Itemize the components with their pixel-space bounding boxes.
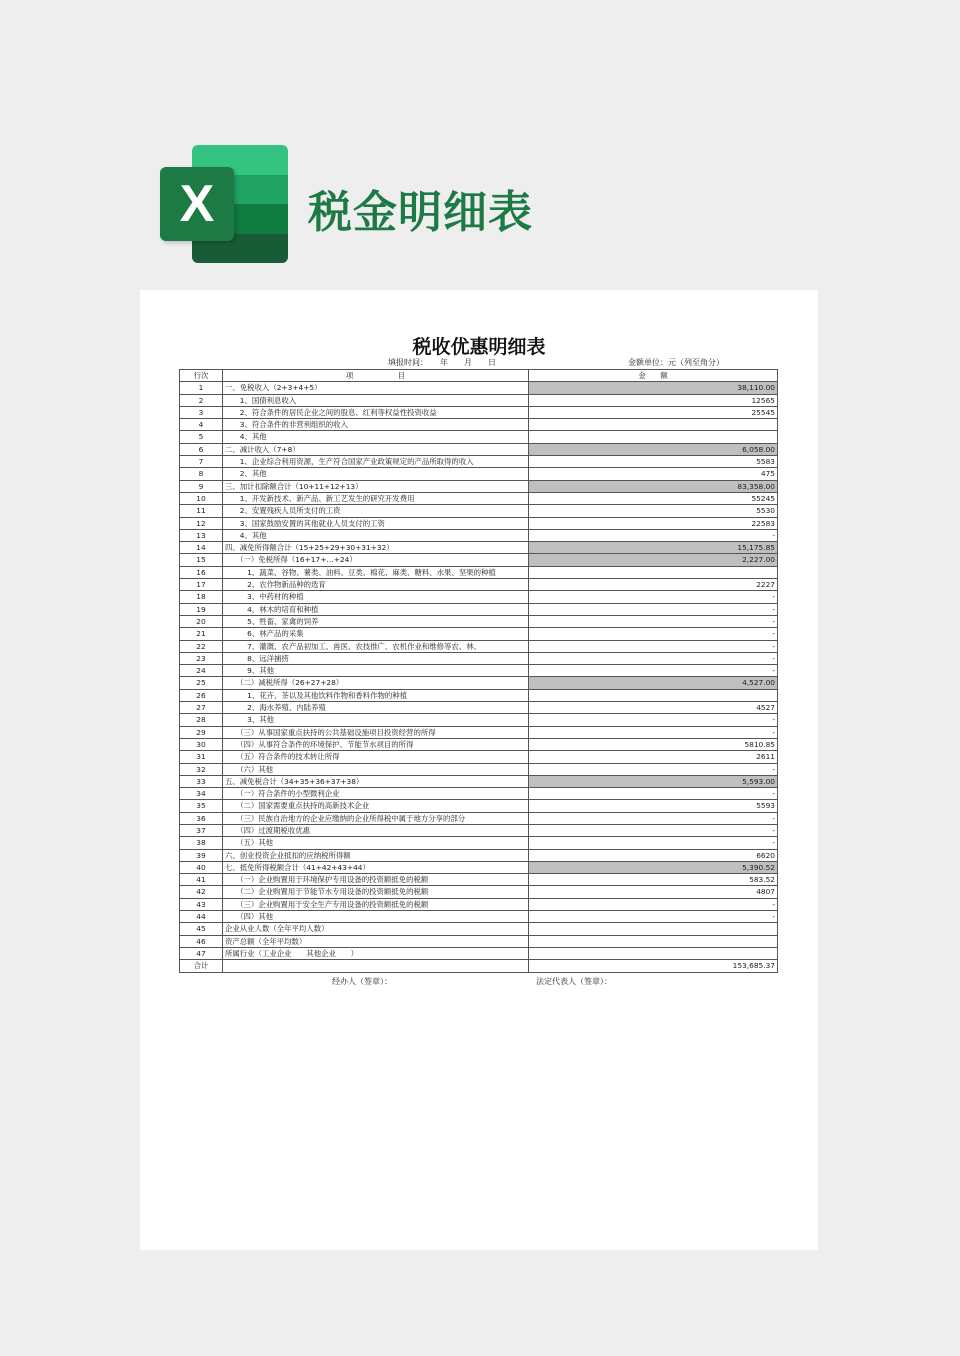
row-number: 29 <box>180 726 223 738</box>
table-row <box>180 542 778 554</box>
row-number: 38 <box>180 837 223 849</box>
table-row <box>180 640 778 652</box>
row-amount: 25545 <box>529 406 778 418</box>
table-row <box>180 874 778 886</box>
row-item: 2、符合条件的居民企业之间的股息、红利等权益性投资收益 <box>223 406 529 418</box>
row-item: 3、国家鼓励安置的其他就业人员支付的工资 <box>223 517 529 529</box>
row-amount: - <box>529 529 778 541</box>
row-amount <box>529 566 778 578</box>
row-number: 34 <box>180 788 223 800</box>
row-amount: - <box>529 911 778 923</box>
row-item: 2、海水养殖、内陆养殖 <box>223 702 529 714</box>
col-amount-header: 金 额 <box>529 370 778 382</box>
row-amount: 5593 <box>529 800 778 812</box>
row-item: 3、其他 <box>223 714 529 726</box>
row-item: 二、减计收入（7+8） <box>223 443 529 455</box>
row-item: 六、创业投资企业抵扣的应纳税所得额 <box>223 849 529 861</box>
row-number: 8 <box>180 468 223 480</box>
row-number: 27 <box>180 702 223 714</box>
table-row <box>180 812 778 824</box>
row-number: 23 <box>180 652 223 664</box>
row-amount: 5583 <box>529 456 778 468</box>
row-item: 4、其他 <box>223 431 529 443</box>
table-row <box>180 566 778 578</box>
row-amount: - <box>529 837 778 849</box>
row-item: 4、林木的培育和种植 <box>223 603 529 615</box>
table-row <box>180 443 778 455</box>
table-row <box>180 714 778 726</box>
table-row <box>180 480 778 492</box>
row-item: （三）企业购置用于安全生产专用设备的投资额抵免的税额 <box>223 898 529 910</box>
row-item: 七、抵免所得税额合计（41+42+43+44） <box>223 861 529 873</box>
row-number: 11 <box>180 505 223 517</box>
row-number: 12 <box>180 517 223 529</box>
table-row <box>180 837 778 849</box>
row-amount: 475 <box>529 468 778 480</box>
row-number: 33 <box>180 775 223 787</box>
table-row <box>180 652 778 664</box>
row-item: （三）民族自治地方的企业应缴纳的企业所得税中属于地方分享的部分 <box>223 812 529 824</box>
row-number: 43 <box>180 898 223 910</box>
table-row <box>180 677 778 689</box>
row-item: 2、安置残疾人员所支付的工资 <box>223 505 529 517</box>
table-row <box>180 911 778 923</box>
row-number: 13 <box>180 529 223 541</box>
row-amount: - <box>529 714 778 726</box>
row-number: 25 <box>180 677 223 689</box>
row-item: （四）从事符合条件的环境保护、节能节水项目的所得 <box>223 738 529 750</box>
row-amount: - <box>529 726 778 738</box>
table-row <box>180 702 778 714</box>
row-amount: 4,527.00 <box>529 677 778 689</box>
legal-rep-signature: 法定代表人（签章）： <box>536 977 612 986</box>
row-number: 14 <box>180 542 223 554</box>
row-amount: 12565 <box>529 394 778 406</box>
fill-time: 填报时间： 年 月 日 <box>388 358 496 367</box>
table-row <box>180 788 778 800</box>
row-item: 6、林产品的采集 <box>223 628 529 640</box>
row-number: 45 <box>180 923 223 935</box>
row-item: 一、免税收入（2+3+4+5） <box>223 382 529 394</box>
row-number: 31 <box>180 751 223 763</box>
row-item: （四）过渡期税收优惠 <box>223 824 529 836</box>
row-number: 合计 <box>180 960 223 972</box>
row-number: 5 <box>180 431 223 443</box>
row-number: 30 <box>180 738 223 750</box>
row-item: 1、国债利息收入 <box>223 394 529 406</box>
table-row <box>180 431 778 443</box>
row-item: （五）符合条件的技术转让所得 <box>223 751 529 763</box>
row-number: 37 <box>180 824 223 836</box>
table-row <box>180 456 778 468</box>
row-item: 1、企业综合利用资源，生产符合国家产业政策规定的产品所取得的收入 <box>223 456 529 468</box>
row-amount: 5,390.52 <box>529 861 778 873</box>
row-number: 22 <box>180 640 223 652</box>
table-row <box>180 689 778 701</box>
table-row <box>180 468 778 480</box>
row-item: （四）其他 <box>223 911 529 923</box>
row-number: 24 <box>180 665 223 677</box>
row-number: 40 <box>180 861 223 873</box>
row-number: 21 <box>180 628 223 640</box>
table-row <box>180 615 778 627</box>
row-amount: - <box>529 652 778 664</box>
row-number: 46 <box>180 935 223 947</box>
table-row <box>180 775 778 787</box>
row-amount <box>529 431 778 443</box>
row-item: 7、灌溉、农产品初加工、兽医、农技推广、农机作业和维修等农、林、 <box>223 640 529 652</box>
row-item: （一）免税所得（16+17+…+24） <box>223 554 529 566</box>
table-row <box>180 517 778 529</box>
row-item: 3、中药材的种植 <box>223 591 529 603</box>
row-number: 39 <box>180 849 223 861</box>
row-item <box>223 960 529 972</box>
row-amount: 6620 <box>529 849 778 861</box>
table-row <box>180 935 778 947</box>
row-number: 19 <box>180 603 223 615</box>
row-item: （六）其他 <box>223 763 529 775</box>
row-amount: 22583 <box>529 517 778 529</box>
table-row <box>180 505 778 517</box>
row-number: 41 <box>180 874 223 886</box>
row-amount: 2,227.00 <box>529 554 778 566</box>
table-row <box>180 394 778 406</box>
row-number: 35 <box>180 800 223 812</box>
row-amount: - <box>529 640 778 652</box>
row-number: 1 <box>180 382 223 394</box>
row-item: 8、远洋捕捞 <box>223 652 529 664</box>
row-item: 四、减免所得额合计（15+25+29+30+31+32） <box>223 542 529 554</box>
col-no-header: 行次 <box>180 370 223 382</box>
row-number: 47 <box>180 947 223 959</box>
row-item: 企业从业人数（全年平均人数） <box>223 923 529 935</box>
table-row <box>180 603 778 615</box>
row-amount: 4527 <box>529 702 778 714</box>
row-amount: 2611 <box>529 751 778 763</box>
table-row <box>180 579 778 591</box>
row-number: 16 <box>180 566 223 578</box>
row-amount <box>529 947 778 959</box>
table-row <box>180 628 778 640</box>
row-amount: - <box>529 824 778 836</box>
row-amount <box>529 419 778 431</box>
table-row <box>180 898 778 910</box>
row-amount: 4807 <box>529 886 778 898</box>
row-number: 4 <box>180 419 223 431</box>
handler-signature: 经办人（签章）： <box>332 977 392 986</box>
row-number: 9 <box>180 480 223 492</box>
amount-unit: 金额单位：元（列至角分） <box>628 358 724 367</box>
table-row <box>180 751 778 763</box>
row-item: （二）国家需要重点扶持的高新技术企业 <box>223 800 529 812</box>
row-number: 2 <box>180 394 223 406</box>
row-number: 7 <box>180 456 223 468</box>
row-number: 15 <box>180 554 223 566</box>
row-number: 20 <box>180 615 223 627</box>
document-sheet <box>140 290 818 1250</box>
row-amount: 55245 <box>529 492 778 504</box>
table-row <box>180 923 778 935</box>
row-amount: - <box>529 898 778 910</box>
table-row <box>180 591 778 603</box>
excel-logo-icon <box>160 145 290 265</box>
row-item: （一）企业购置用于环境保护专用设备的投资额抵免的税额 <box>223 874 529 886</box>
row-amount: 5530 <box>529 505 778 517</box>
row-item: （五）其他 <box>223 837 529 849</box>
row-number: 36 <box>180 812 223 824</box>
table-row <box>180 763 778 775</box>
row-item: （二）减税所得（26+27+28） <box>223 677 529 689</box>
row-amount: 15,175.85 <box>529 542 778 554</box>
row-amount: - <box>529 788 778 800</box>
row-item: 2、其他 <box>223 468 529 480</box>
row-item: 所属行业（工业企业 其他企业 ） <box>223 947 529 959</box>
row-item: 5、牲畜、家禽的饲养 <box>223 615 529 627</box>
row-amount <box>529 689 778 701</box>
table-header-row <box>180 370 778 382</box>
row-item: （二）企业购置用于节能节水专用设备的投资额抵免的税额 <box>223 886 529 898</box>
document-title: 税收优惠明细表 <box>412 336 546 358</box>
row-item: 1、花卉、茶以及其他饮料作物和香料作物的种植 <box>223 689 529 701</box>
row-item: 2、农作物新品种的选育 <box>223 579 529 591</box>
row-item: 1、蔬菜、谷物、薯类、油料、豆类、棉花、麻类、糖料、水果、坚果的种植 <box>223 566 529 578</box>
row-number: 3 <box>180 406 223 418</box>
row-amount: 38,110.00 <box>529 382 778 394</box>
row-amount: 6,058.00 <box>529 443 778 455</box>
row-item: 1、开发新技术、新产品、新工艺发生的研究开发费用 <box>223 492 529 504</box>
row-item: （三）从事国家重点扶持的公共基础设施项目投资经营的所得 <box>223 726 529 738</box>
table-row <box>180 529 778 541</box>
table-row <box>180 382 778 394</box>
table-row <box>180 886 778 898</box>
row-amount <box>529 935 778 947</box>
row-number: 17 <box>180 579 223 591</box>
row-amount: - <box>529 615 778 627</box>
row-item: 4、其他 <box>223 529 529 541</box>
row-number: 18 <box>180 591 223 603</box>
table-row <box>180 861 778 873</box>
table-row <box>180 554 778 566</box>
row-item: 五、减免税合计（34+35+36+37+38） <box>223 775 529 787</box>
row-amount <box>529 923 778 935</box>
table-row <box>180 960 778 972</box>
table-row <box>180 849 778 861</box>
tax-table <box>179 369 778 973</box>
row-number: 26 <box>180 689 223 701</box>
col-item-header: 项 目 <box>223 370 529 382</box>
row-item: 9、其他 <box>223 665 529 677</box>
row-item: 三、加计扣除额合计（10+11+12+13） <box>223 480 529 492</box>
table-row <box>180 406 778 418</box>
row-amount: 5,593.00 <box>529 775 778 787</box>
row-number: 28 <box>180 714 223 726</box>
row-item: 资产总额（全年平均数） <box>223 935 529 947</box>
row-number: 42 <box>180 886 223 898</box>
row-amount: 2227 <box>529 579 778 591</box>
row-amount: - <box>529 812 778 824</box>
table-row <box>180 492 778 504</box>
row-item: 3、符合条件的非营利组织的收入 <box>223 419 529 431</box>
table-row <box>180 726 778 738</box>
row-number: 10 <box>180 492 223 504</box>
row-amount: - <box>529 665 778 677</box>
row-amount: - <box>529 603 778 615</box>
row-number: 44 <box>180 911 223 923</box>
row-amount: 153,685.37 <box>529 960 778 972</box>
row-amount: - <box>529 763 778 775</box>
row-number: 6 <box>180 443 223 455</box>
table-row <box>180 824 778 836</box>
row-amount: 5810.85 <box>529 738 778 750</box>
row-amount: 83,358.00 <box>529 480 778 492</box>
table-row <box>180 419 778 431</box>
page-title: 税金明细表 <box>308 187 533 238</box>
table-row <box>180 665 778 677</box>
row-amount: 583.52 <box>529 874 778 886</box>
row-amount: - <box>529 628 778 640</box>
table-row <box>180 947 778 959</box>
table-row <box>180 738 778 750</box>
table-row <box>180 800 778 812</box>
row-item: （一）符合条件的小型微利企业 <box>223 788 529 800</box>
logo-letter: X <box>160 167 234 241</box>
row-number: 32 <box>180 763 223 775</box>
row-amount: - <box>529 591 778 603</box>
